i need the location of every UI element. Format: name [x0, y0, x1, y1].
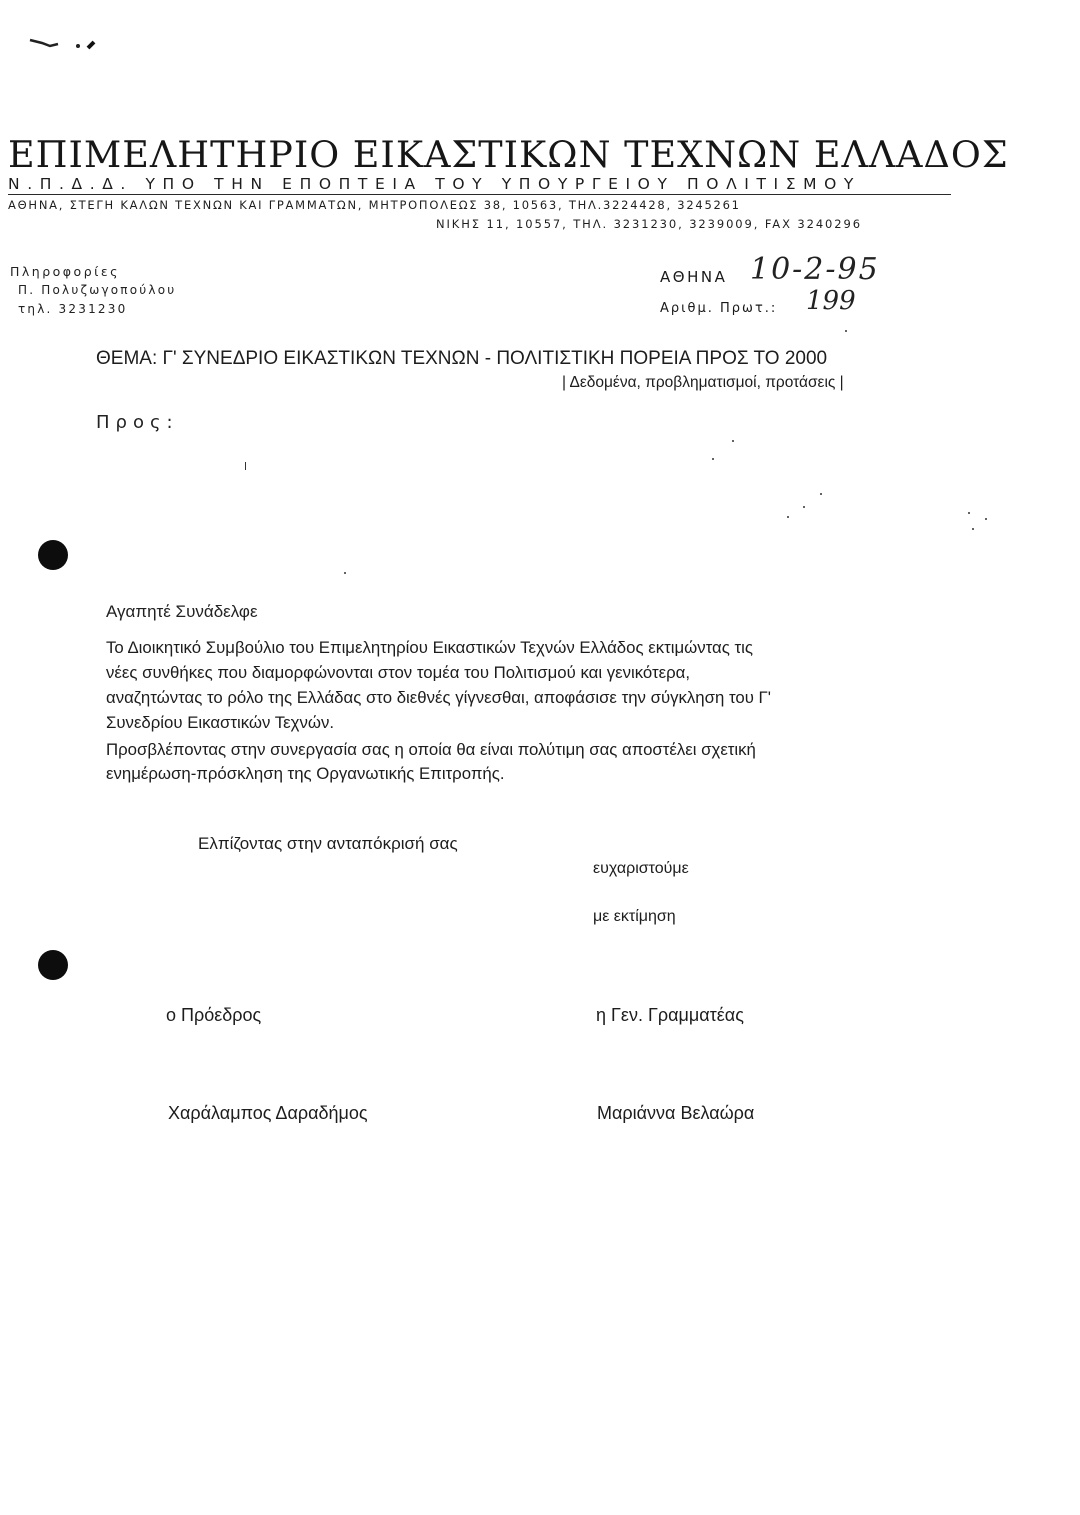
organization-name: ΕΠΙΜΕΛΗΤΗΡΙΟ ΕΙΚΑΣΤΙΚΩΝ ΤΕΧΝΩΝ ΕΛΛΑΔΟΣ: [8, 133, 1009, 176]
letter-body-line: Προσβλέποντας στην συνεργασία σας η οποία θα είναι πολύτιμη σας αποστέλει σχετική: [106, 740, 756, 759]
scan-speck: [245, 462, 246, 470]
letter-body-line: αναζητώντας το ρόλο της Ελλάδας στο διεθνές γίγνεσθαι, αποφάσισε την σύγκληση του Γ': [106, 688, 771, 707]
signature-name-president: Χαράλαμπος Δαραδήμος: [168, 1103, 368, 1123]
address-line-1: ΑΘΗΝΑ, ΣΤΕΓΗ ΚΑΛΩΝ ΤΕΧΝΩΝ ΚΑΙ ΓΡΑΜΜΑΤΩΝ, ΜΗΤΡΟΠΟΛΕΩΣ 38, 10563, ΤΗΛ.3224428, 3245261: [8, 198, 741, 212]
scan-speck: [820, 493, 822, 495]
scan-speck: [787, 516, 789, 518]
letter-closing: Ελπίζοντας στην ανταπόκρισή σας: [198, 834, 458, 853]
letter-thanks: ευχαριστούμε: [593, 860, 689, 877]
letter-body-line: νέες συνθήκες που διαμορφώνονται στον τομέα του Πολιτισμού και γενικότερα,: [106, 663, 691, 682]
handwritten-date: 10-2-95: [750, 252, 880, 287]
scan-mark: [28, 34, 98, 52]
punch-hole: [38, 950, 68, 980]
letter-greeting: Αγαπητέ Συνάδελφε: [106, 602, 258, 621]
scan-speck: [712, 458, 714, 460]
scan-speck: [985, 518, 987, 520]
subject-line: ΘΕΜΑ: Γ' ΣΥΝΕΔΡΙΟ ΕΙΚΑΣΤΙΚΩΝ ΤΕΧΝΩΝ - ΠΟΛΙΤΙΣΤΙΚΗ ΠΟΡΕΙΑ ΠΡΟΣ ΤΟ 2000: [96, 348, 828, 369]
scan-speck: [845, 330, 847, 332]
info-contact: Π. Πολυζωγοπούλου: [18, 283, 177, 297]
letterhead-divider: [8, 194, 951, 195]
signature-role-secretary: η Γεν. Γραμματέας: [596, 1005, 744, 1025]
subject-note: | Δεδομένα, προβληματισμοί, προτάσεις |: [562, 374, 844, 391]
signature-name-secretary: Μαριάννα Βελαώρα: [597, 1103, 755, 1123]
info-phone: τηλ. 3231230: [18, 302, 128, 316]
letter-body-line: Συνεδρίου Εικαστικών Τεχνών.: [106, 713, 335, 732]
letter-regards: με εκτίμηση: [593, 908, 676, 925]
organization-subtitle: Ν.Π.Δ.Δ. ΥΠΟ ΤΗΝ ΕΠΟΠΤΕΙΑ ΤΟΥ ΥΠΟΥΡΓΕΙΟΥ ΠΟΛΙΤΙΣΜΟΥ: [8, 175, 861, 193]
scan-speck: [732, 440, 734, 442]
scan-speck: [968, 512, 970, 514]
letter-body-line: ενημέρωση-πρόσκληση της Οργανωτικής Επιτροπής.: [106, 764, 505, 783]
signature-role-president: ο Πρόεδρος: [166, 1005, 262, 1025]
handwritten-protocol-number: 199: [806, 286, 856, 316]
scan-speck: [803, 506, 805, 508]
protocol-label: Αριθμ. Πρωτ.:: [660, 301, 778, 316]
scan-speck: [972, 528, 974, 530]
date-place: ΑΘΗΝΑ: [660, 268, 728, 286]
address-line-2: ΝΙΚΗΣ 11, 10557, ΤΗΛ. 3231230, 3239009, FAX 3240296: [436, 217, 862, 231]
punch-hole: [38, 540, 68, 570]
scan-speck: [344, 572, 346, 574]
letter-body-line: Το Διοικητικό Συμβούλιο του Επιμελητηρίου Εικαστικών Τεχνών Ελλάδος εκτιμώντας τις: [106, 638, 753, 657]
info-label: Πληροφορίες: [10, 264, 120, 279]
recipient-label: Προς:: [96, 412, 179, 433]
